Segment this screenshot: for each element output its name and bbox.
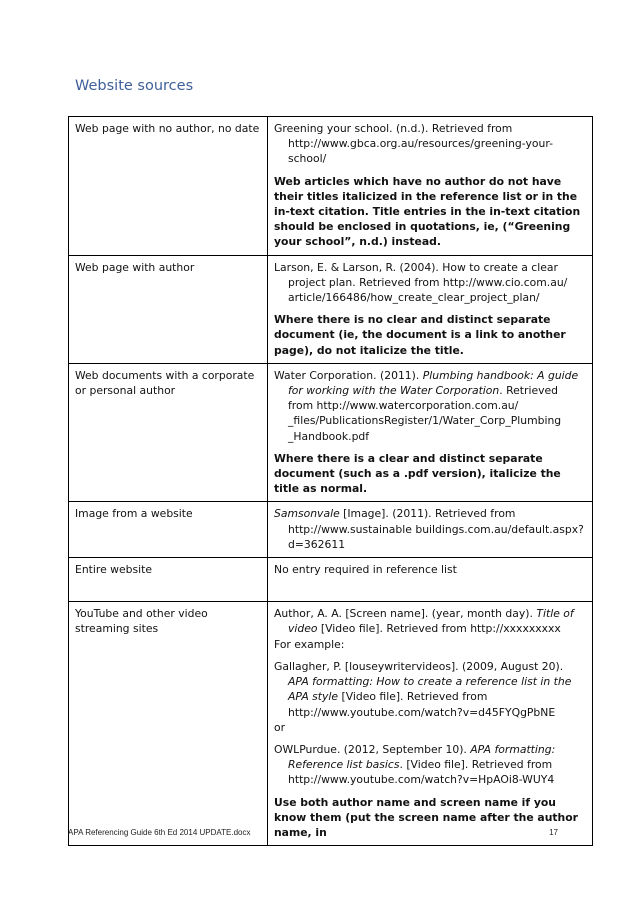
guidance-note: Use both author name and screen name if you know them (put the screen name after the author name, in xyxy=(274,795,578,839)
table-row xyxy=(69,602,593,846)
reference-example xyxy=(274,506,586,552)
reference-example xyxy=(274,659,586,720)
reference-title: APA formatting: Reference list basics xyxy=(288,742,556,772)
source-type-cell: Web documents with a corporate or personal author xyxy=(69,363,268,502)
reference-example xyxy=(274,742,586,788)
table-row xyxy=(69,502,593,558)
reference-retrieval: . Retrieved from http://www.watercorporation.com.au/ _files/PublicationsRegister/1/Water_Corp_Plumbing _Handbook.pdf xyxy=(288,384,562,443)
reference-cell xyxy=(268,363,593,502)
reference-author-date: OWLPurdue. (2012, September 10). xyxy=(274,742,471,756)
source-type-cell: Image from a website xyxy=(69,502,268,558)
reference-author-date: Gallagher, P. [louseywritervideos]. (2009, August 20). xyxy=(274,659,564,673)
source-type-cell: Entire website xyxy=(69,558,268,602)
table-row xyxy=(69,117,593,256)
source-type-cell: Web page with no author, no date xyxy=(69,117,268,256)
reference-retrieval: . [Video file]. Retrieved from http://www.youtube.com/watch?v=HpAOi8-WUY4 xyxy=(288,758,555,787)
reference-retrieval: [Video file]. Retrieved from http://www.youtube.com/watch?v=d45FYQgPbNE xyxy=(288,690,556,719)
table-row xyxy=(69,255,593,363)
reference-format-template xyxy=(274,606,586,636)
footer-page-number: 17 xyxy=(549,828,558,837)
template-title: Title of video xyxy=(288,607,574,636)
template-author: Author, A. A. [Screen name]. (year, month day). xyxy=(274,607,537,621)
reference-example: Greening your school. (n.d.). Retrieved from http://www.gbca.org.au/resources/greening-your-school/ xyxy=(274,122,553,166)
template-retrieval: [Video file]. Retrieved from http://xxxxxxxxx xyxy=(317,622,561,636)
section-heading: Website sources xyxy=(75,78,194,94)
source-type-cell: Web page with author xyxy=(69,255,268,363)
for-example-label: For example: xyxy=(274,637,345,651)
reference-author-date: Water Corporation. (2011). xyxy=(274,368,423,382)
reference-cell xyxy=(268,117,593,256)
footer-filename: APA Referencing Guide 6th Ed 2014 UPDATE.docx xyxy=(68,828,251,837)
guidance-note: Web articles which have no author do not have their titles italicized in the reference list or in the in-text citation. Title entries in the in-text citation should be enclosed in quotations, ie, (“Greening your school”, n.d.) instead. xyxy=(274,174,581,249)
guidance-note: Where there is a clear and distinct separate document (such as a .pdf version), italicize the title as normal. xyxy=(274,451,561,496)
reference-cell: No entry required in reference list xyxy=(268,558,593,602)
reference-cell xyxy=(268,502,593,558)
guidance-note: Where there is no clear and distinct separate document (ie, the document is a link to another page), do not italicize the title. xyxy=(274,313,566,357)
table-row xyxy=(69,558,593,602)
table-row xyxy=(69,363,593,502)
reference-example xyxy=(274,368,586,444)
source-type-cell: YouTube and other video streaming sites xyxy=(69,602,268,846)
reference-cell xyxy=(268,255,593,363)
reference-examples-table xyxy=(68,116,593,846)
reference-title: Samsonvale xyxy=(274,507,340,521)
or-label: or xyxy=(274,720,286,734)
reference-retrieval: [Image]. (2011). Retrieved from http://www.sustainable buildings.com.au/default.aspx?d=362611 xyxy=(288,507,584,551)
reference-example: Larson, E. & Larson, R. (2004). How to create a clear project plan. Retrieved from http://www.cio.com.au/ article/166486/how_create_clear_project_plan/ xyxy=(274,260,568,305)
reference-cell xyxy=(268,602,593,846)
reference-title: APA formatting: How to create a reference list in the APA style xyxy=(288,675,572,704)
reference-title: Plumbing handbook: A guide for working with the Water Corporation xyxy=(288,368,579,398)
